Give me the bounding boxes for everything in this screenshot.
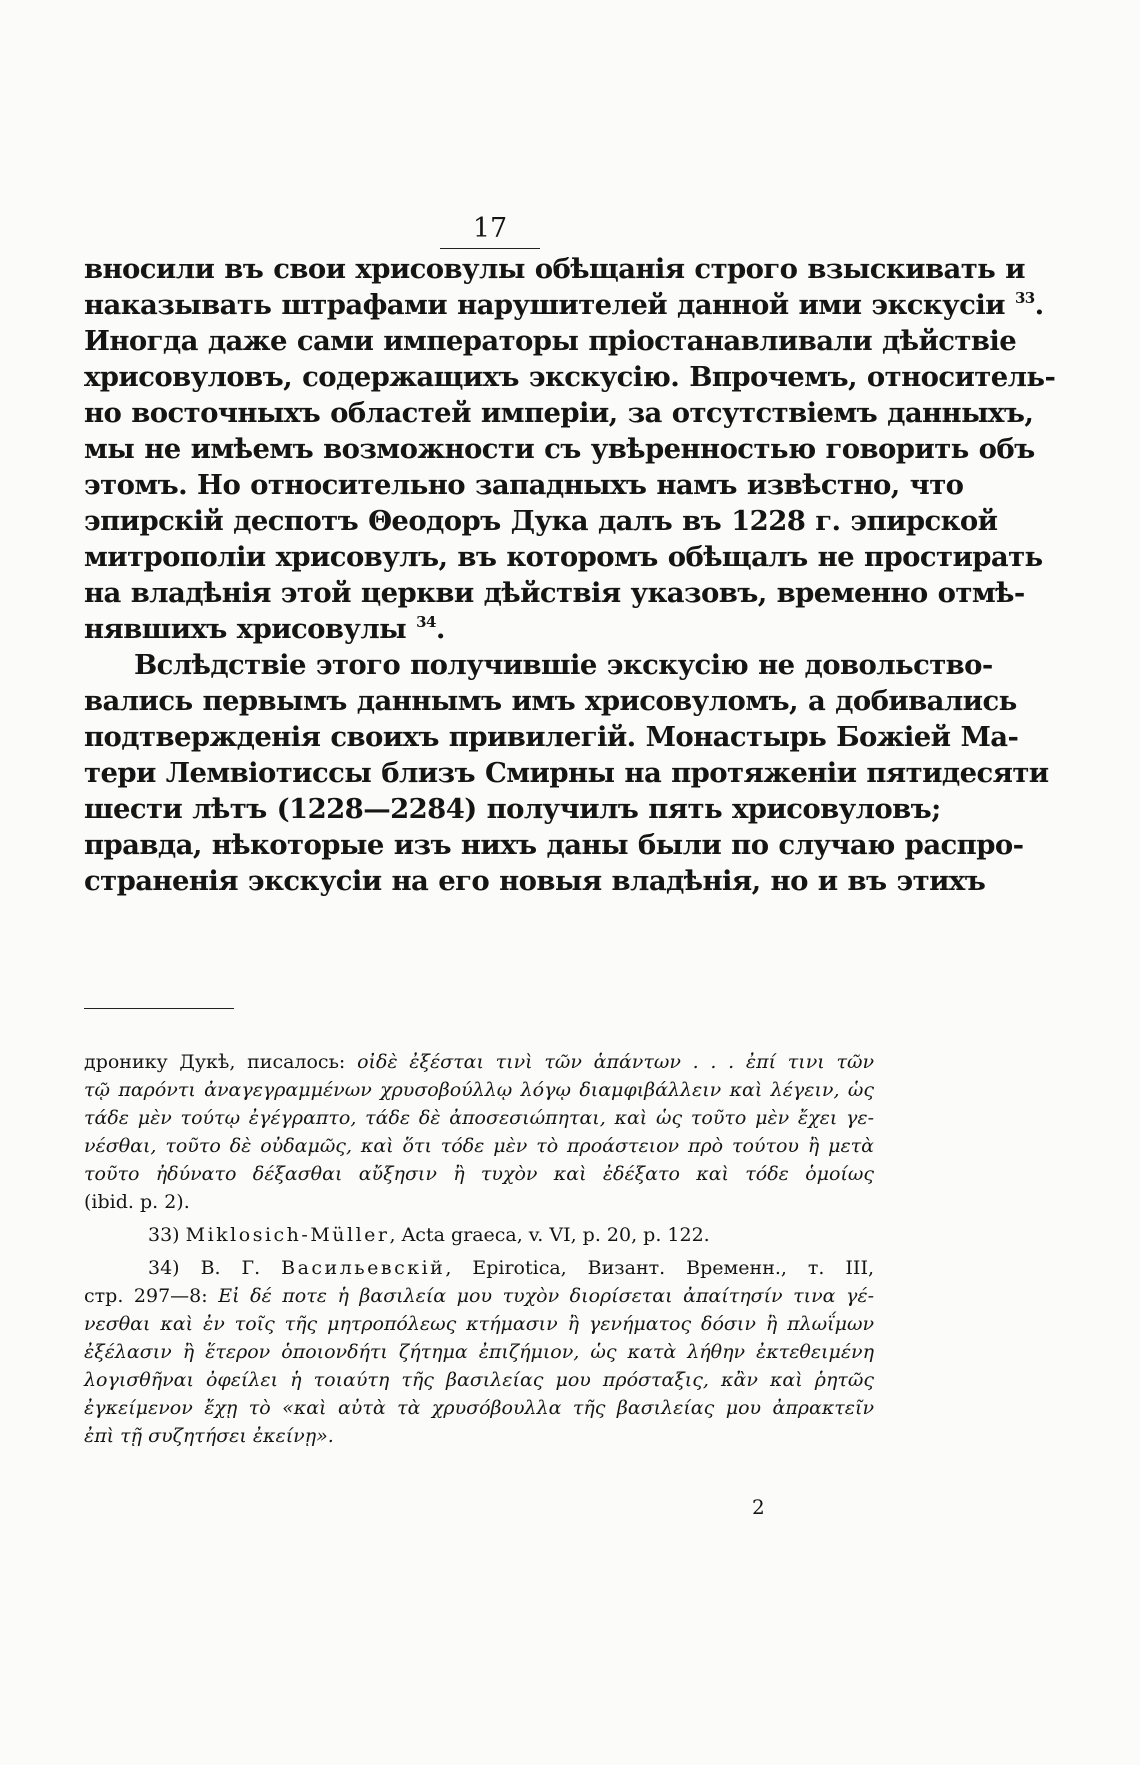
text-line: страненія экскусіи на его новыя владѣнія, но и въ этихъ [84, 865, 986, 897]
text-line: на владѣнія этой церкви дѣйствія указовъ, временно отмѣ- [84, 577, 1025, 609]
signature-mark: 2 [752, 1495, 765, 1519]
footnote-line: νεσθαι καὶ ἐν τοῖς τῆς μητροπόλεως κτήμασιν ἢ γενήματος δόσιν ἢ πλωΐμων [84, 1313, 874, 1335]
footnote-line: τῷ παρόντι ἀναγεγραμμένων χρυσοβούλλῳ λόγῳ διαμφιβάλλειν καὶ λέγειν, ὡς [84, 1079, 874, 1101]
footnote-ref[interactable]: 34 [416, 613, 436, 631]
footnote-34: 34) В. Г. Васильевскій, Epirotica, Визант. Временн., т. III, [148, 1257, 874, 1279]
text-line: шести лѣтъ (1228—2284) получилъ пять хрисовуловъ; [84, 793, 941, 825]
footnote-line: τάδε μὲν τούτῳ ἐγέγραπτο, τάδε δὲ ἀποσεσιώπηται, καὶ ὡς τοῦτο μὲν ἔχει γε- [84, 1107, 874, 1129]
paragraph-start: Вслѣдствіе этого получившіе экскусію не довольство- [134, 649, 993, 681]
footnote-ref[interactable]: 33 [1014, 289, 1035, 307]
footnote-line: λογισθῆναι ὀφείλει ἡ τοιαύτη τῆς βασιλείας μου πρόσταξις, κἂν καὶ ῥητῶς [84, 1369, 874, 1391]
text-line: но восточныхъ областей имперіи, за отсутствіемъ данныхъ, [84, 397, 1034, 429]
footnote-line: ἐγκείμενον ἔχῃ τὸ «καὶ αὐτὰ τὰ χρυσόβουλλα τῆς βασιλείας μου ἀπρακτεῖν [84, 1397, 874, 1419]
footnote-line: τοῦτο ἠδύνατο δέξασθαι αὔξησιν ἢ τυχὸν καὶ ἐδέξατο καὶ τόδε ὁμοίως [84, 1163, 874, 1185]
footnote-rule [84, 1008, 234, 1009]
text-line: наказывать штрафами нарушителей данной ими экскусіи $^{33}$. [84, 289, 1044, 321]
text-line: нявшихъ хрисовулы $^{34}$. [84, 613, 445, 645]
footnote-line: ἐπὶ τῇ συζητήσει ἐκείνῃ». [84, 1425, 334, 1447]
text-line: тери Лемвіотиссы близъ Смирны на протяженіи пятидесяти [84, 757, 1049, 789]
footnote-number: 34) [148, 1257, 180, 1279]
text-line: мы не имѣемъ возможности съ увѣренностью говорить объ [84, 433, 1035, 465]
footnote-line: (ibid. p. 2). [84, 1191, 190, 1213]
footnote-line: стр. 297—8: Εἰ δέ ποτε ἡ βασιλεία μου τυχὸν διορίσεται ἀπαίτησίν τινα γέ- [84, 1285, 874, 1307]
text-line: хрисовуловъ, содержащихъ экскусію. Впрочемъ, относитель- [84, 361, 1056, 393]
page-number-rule [440, 248, 540, 249]
text-line: Иногда даже сами императоры пріостанавливали дѣйствіе [84, 325, 1017, 357]
text-line: подтвержденія своихъ привилегій. Монастырь Божіей Ма- [84, 721, 1019, 753]
footnote-number: 33) [148, 1224, 180, 1246]
footnote-line: νέσθαι, τοῦτο δὲ οὐδαμῶς, καὶ ὅτι τόδε μὲν τὸ προάστειον πρὸ τούτου ἢ μετὰ [84, 1135, 874, 1157]
text-line: эпирскій деспотъ Θеодоръ Дука далъ въ 1228 г. эпирской [84, 505, 998, 537]
text-line: правда, нѣкоторые изъ нихъ даны были по случаю распро- [84, 829, 1024, 861]
text-line: вались первымъ даннымъ имъ хрисовуломъ, а добивались [84, 685, 1017, 717]
text-line: этомъ. Но относительно западныхъ намъ извѣстно, что [84, 469, 964, 501]
page-number: 17 [472, 213, 508, 244]
text-line: митрополіи хрисовулъ, въ которомъ обѣщалъ не простирать [84, 541, 1043, 573]
footnote-33: 33) Miklosich-Müller, Acta graeca, v. VI, p. 20, p. 122. [148, 1224, 710, 1246]
footnote-line: дронику Дукѣ, писалось: οἰδὲ ἐξέσται τινὶ τῶν ἁπάντων . . . ἐπί τινι τῶν [84, 1051, 874, 1073]
footnote-line: ἐξέλασιν ἢ ἕτερον ὁποιονδήτι ζήτημα ἐπιζήμιον, ὡς κατὰ λήθην ἐκτεθειμένη [84, 1341, 874, 1363]
text-line: вносили въ свои хрисовулы обѣщанія строго взыскивать и [84, 253, 1025, 285]
